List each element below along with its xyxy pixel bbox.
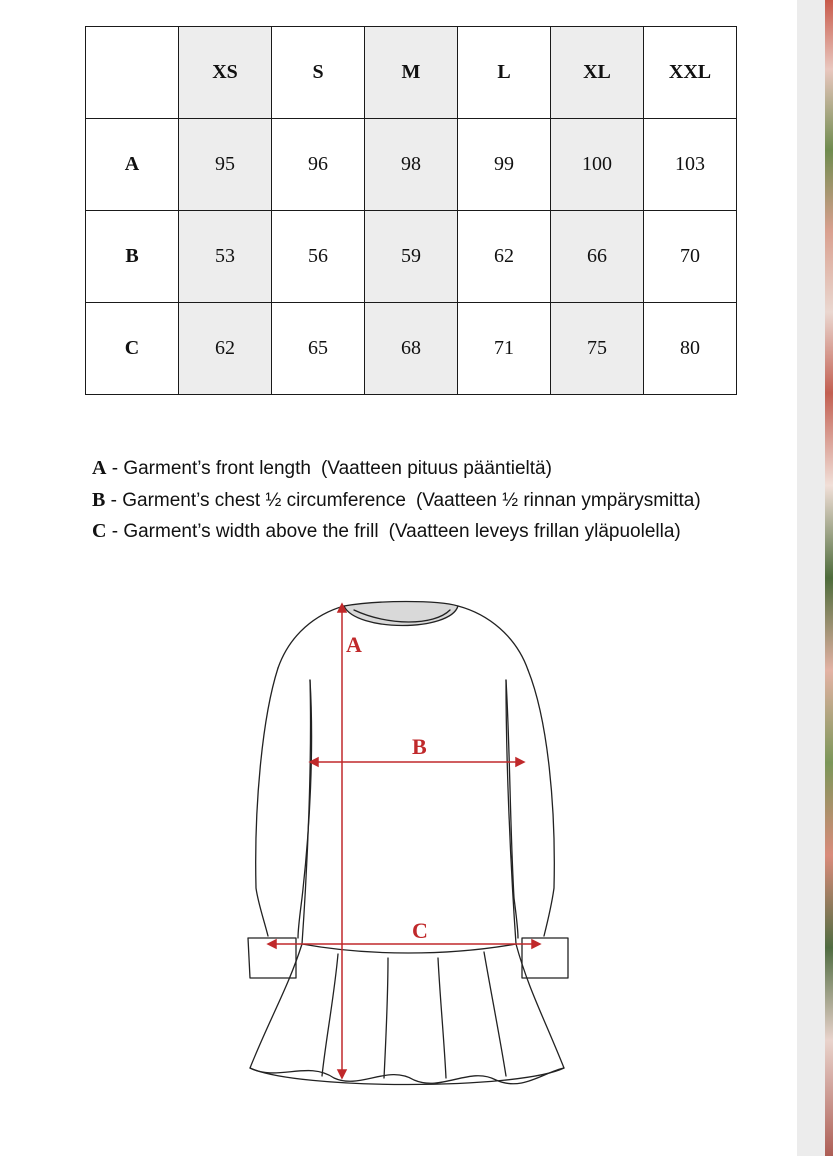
legend-key: B [92,488,106,511]
measure-label-b: B [412,734,427,759]
table-cell: 71 [458,303,551,395]
header-cell-s: S [272,27,365,119]
legend-text: - Garment’s width above the frill [106,521,379,542]
table-row [86,303,737,395]
left-shoulder [278,606,344,668]
table-cell: 103 [644,119,737,211]
left-sleeve [256,668,278,936]
table-cell: 96 [272,119,365,211]
right-sleeve [528,670,554,936]
frill-fold [484,952,506,1076]
row-label: B [86,211,179,303]
header-cell-xl: XL [551,27,644,119]
arrowhead [268,940,276,948]
legend-line-c [92,516,701,548]
legend-key: C [92,520,107,542]
table-cell: 62 [179,303,272,395]
table-cell: 59 [365,211,458,303]
legend-line-a [92,453,701,485]
frill-fold [322,954,338,1076]
legend-text: - Garment’s chest ½ circumference [105,489,406,511]
frill-fold [438,958,446,1078]
table-cell: 66 [551,211,644,303]
header-cell-m: M [365,27,458,119]
legend-line-b [92,485,701,517]
frill-hem [250,1068,564,1084]
table-cell: 56 [272,211,365,303]
measure-label-c: C [412,918,428,943]
header-cell-empty [86,27,179,119]
table-header-row [86,27,737,119]
garment-technical-drawing [238,598,578,1098]
right-sleeve-inner [506,680,518,938]
row-label: A [86,119,179,211]
table-cell: 62 [458,211,551,303]
legend-key: A [92,457,107,479]
measure-label-a: A [346,632,362,657]
table-row [86,119,737,211]
dress-sketch [238,598,578,1098]
measurement-legend [92,453,701,548]
table-cell: 53 [179,211,272,303]
table-cell: 95 [179,119,272,211]
arrowhead [516,758,524,766]
right-shoulder [458,606,528,670]
table-cell: 65 [272,303,365,395]
legend-translation: (Vaatteen pituus pääntieltä) [320,458,552,479]
table-cell: 80 [644,303,737,395]
table-cell: 75 [551,303,644,395]
photo-strip [825,0,833,1156]
size-chart-table [85,26,737,395]
table-cell: 100 [551,119,644,211]
page-gutter [797,0,825,1156]
header-cell-xxl: XXL [644,27,737,119]
table-cell: 68 [365,303,458,395]
arrowhead [532,940,540,948]
bodice-left-side [302,680,311,944]
table-cell: 70 [644,211,737,303]
table-cell: 98 [365,119,458,211]
legend-translation: (Vaatteen ½ rinnan ympärysmitta) [415,489,701,511]
frill-fold [384,958,388,1078]
arrowhead [338,604,346,612]
table-cell: 99 [458,119,551,211]
frill-outline [250,944,564,1085]
header-cell-l: L [458,27,551,119]
legend-text: - Garment’s front length [106,458,311,479]
table-row [86,211,737,303]
legend-translation: (Vaatteen leveys frillan yläpuolella) [388,521,681,542]
header-cell-xs: XS [179,27,272,119]
adjacent-photo-edge [797,0,833,1156]
row-label: C [86,303,179,395]
arrowhead [338,1070,346,1078]
